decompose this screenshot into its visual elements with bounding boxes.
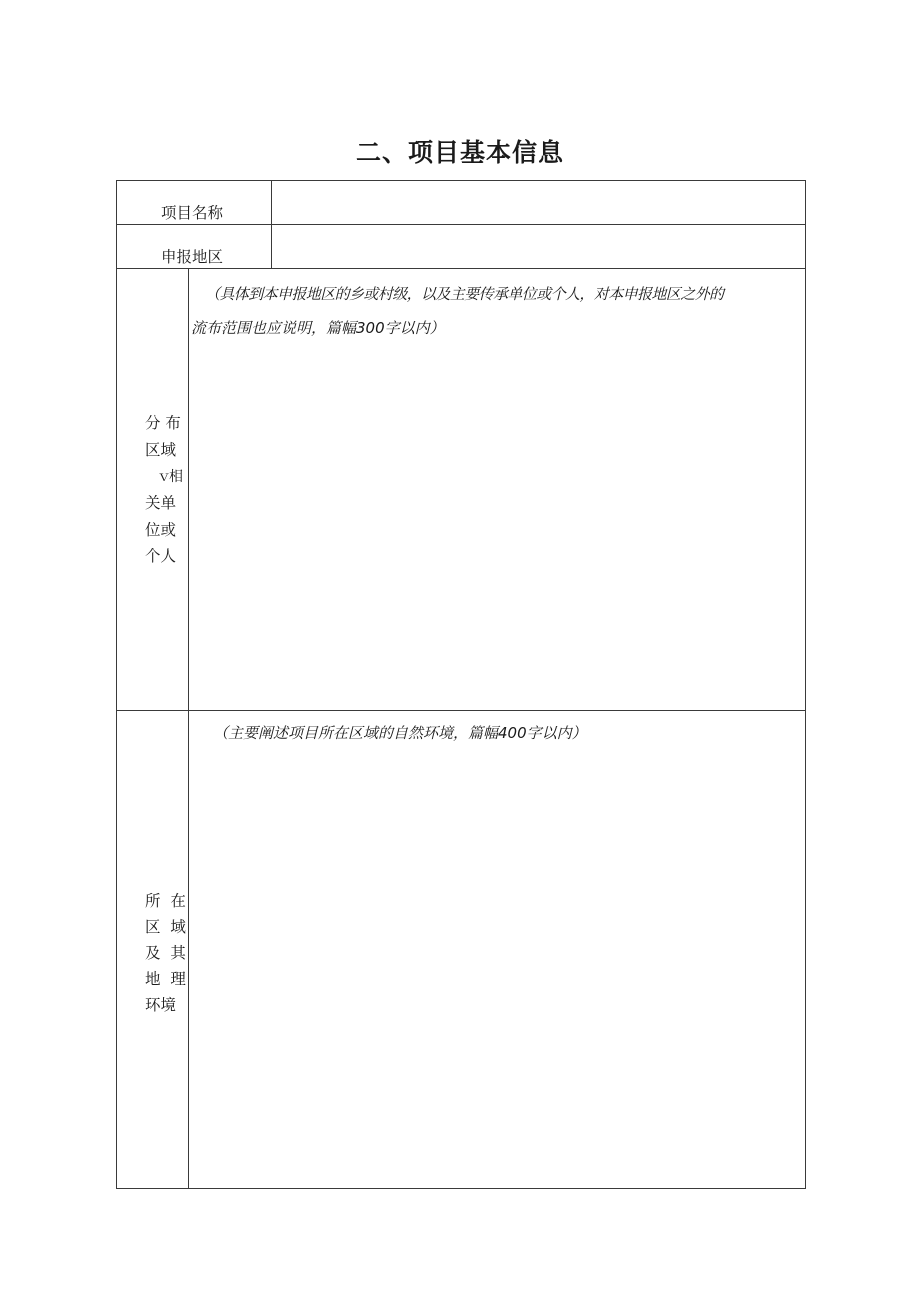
project-name-input-cell[interactable] [271, 180, 806, 225]
distribution-label-line: 区域 [145, 441, 177, 459]
geography-hint-line: （主要阐述项目所在区域的自然环境，篇幅400字以内） [213, 724, 587, 742]
region-label: 申报地区 [161, 248, 224, 266]
geography-label-line: 所 在 [145, 892, 186, 910]
page-title: 二、项目基本信息 [355, 138, 564, 167]
geography-label-line: 及 其 [145, 944, 186, 962]
distribution-hint-line: （具体到本申报地区的乡或村级，以及主要传承单位或个人，对本申报地区之外的 [205, 285, 724, 303]
geography-label-line: 环境 [145, 996, 177, 1014]
distribution-label-line: 位或 [145, 521, 177, 539]
geography-label-line: 区 域 [145, 918, 186, 936]
distribution-hint-line: 流布范围也应说明，篇幅300字以内） [191, 319, 445, 337]
distribution-label-line: 分 布 [145, 414, 181, 432]
region-input-cell[interactable] [271, 224, 806, 269]
geography-input-cell[interactable] [188, 710, 806, 1189]
geography-label-line: 地 理 [145, 970, 186, 988]
project-name-label: 项目名称 [161, 204, 224, 222]
distribution-label-line: 个人 [145, 547, 177, 565]
distribution-input-cell[interactable] [188, 268, 806, 711]
geography-label-cell [116, 710, 189, 1189]
region-label-cell [116, 224, 272, 269]
project-name-label-cell [116, 180, 272, 225]
distribution-label-line: 关单 [145, 494, 177, 512]
distribution-label-cell [116, 268, 189, 711]
distribution-label-line: ｖ相 [157, 469, 181, 485]
